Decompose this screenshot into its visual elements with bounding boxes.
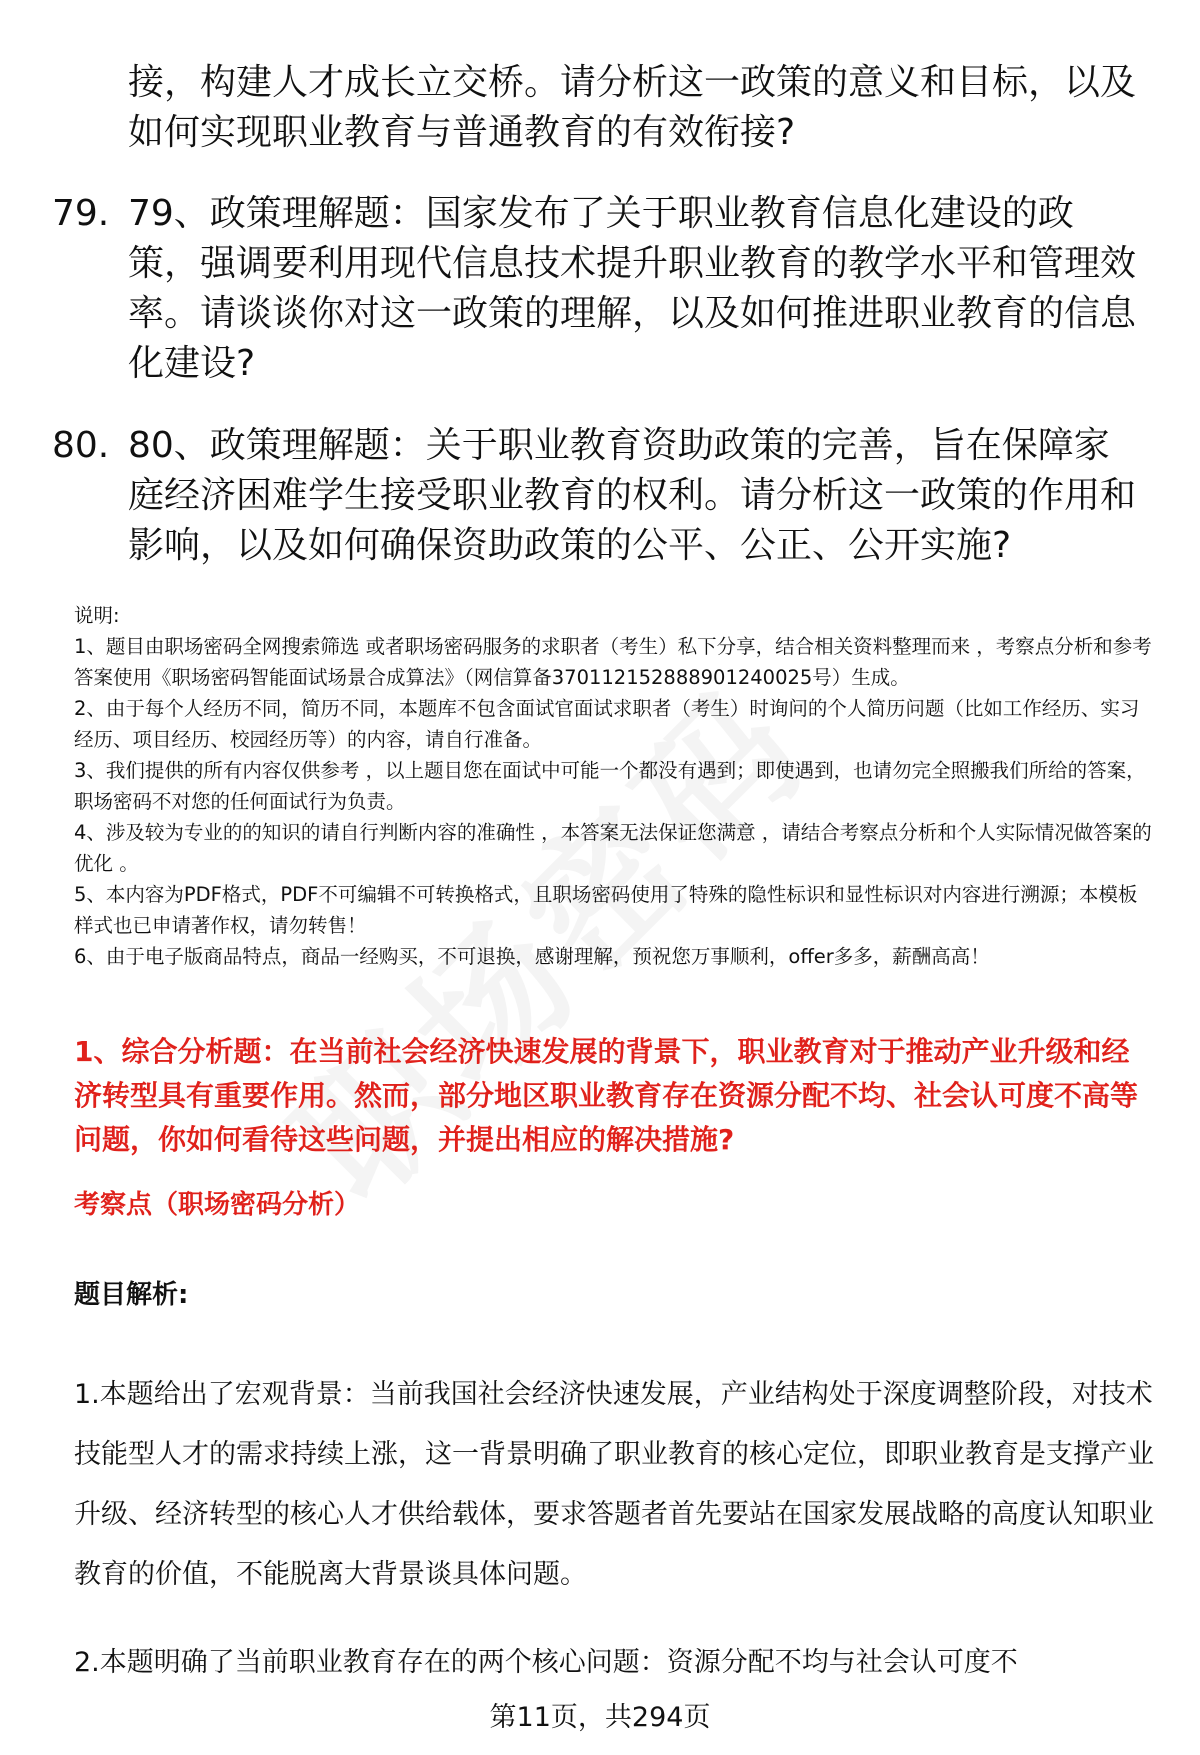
analysis-paragraph: 1.本题给出了宏观背景：当前我国社会经济快速发展，产业结构处于深度调整阶段，对技术技能型人才的需求持续上涨，这一背景明确了职业教育的核心定位，即职业教育是支撑产业升级、经济转型的核心人才供给载体，要求答题者首先要站在国家发展战略的高度认知职业教育的价值，不能脱离大背景谈具体问题。 [74, 1379, 1154, 1590]
note-item: 1、题目由职场密码全网搜索筛选 或者职场密码服务的求职者（考生）私下分享，结合相关资料整理而来 ，考察点分析和参考答案使用《职场密码智能面试场景合成算法》（网信算备370112152888901240025号）生成。 [74, 635, 1152, 689]
notes-section [74, 600, 1154, 972]
notes-title: 说明: [74, 604, 120, 627]
main-question: 1、综合分析题：在当前社会经济快速发展的背景下，职业教育对于推动产业升级和经济转型具有重要作用。然而，部分地区职业教育存在资源分配不均、社会认可度不高等问题，你如何看待这些问题，并提出相应的解决措施? [74, 1035, 1139, 1156]
question-number: 79. [52, 193, 110, 234]
question-number: 80. [52, 425, 110, 466]
page-footer: 第11页，共294页 [489, 1702, 711, 1733]
question-text: 80、政策理解题：关于职业教育资助政策的完善，旨在保障家庭经济困难学生接受职业教育的权利。请分析这一政策的作用和影响，以及如何确保资助政策的公平、公正、公开实施? [128, 425, 1137, 566]
note-item: 5、本内容为PDF格式，PDF不可编辑不可转换格式，且职场密码使用了特殊的隐性标识和显性标识对内容进行溯源；本模板样式也已申请著作权，请勿转售！ [74, 883, 1138, 937]
analysis-paragraph: 2.本题明确了当前职业教育存在的两个核心问题：资源分配不均与社会认可度不 [74, 1647, 1018, 1678]
note-item: 4、涉及较为专业的的知识的请自行判断内容的准确性 ，本答案无法保证您满意 ，请结合考察点分析和个人实际情况做答案的优化 。 [74, 821, 1152, 875]
question-continuation: 接，构建人才成长立交桥。请分析这一政策的意义和目标，以及如何实现职业教育与普通教育的有效衔接? [128, 62, 1137, 153]
note-item: 3、我们提供的所有内容仅供参考 ，以上题目您在面试中可能一个都没有遇到；即使遇到，也请勿完全照搬我们所给的答案，职场密码不对您的任何面试行为负责。 [74, 759, 1146, 813]
note-item: 2、由于每个人经历不同，简历不同，本题库不包含面试官面试求职者（考生）时询问的个人简历问题（比如工作经历、实习经历、项目经历、校园经历等）的内容，请自行准备。 [74, 697, 1140, 751]
analysis-heading: 题目解析: [74, 1280, 189, 1310]
question-text: 79、政策理解题：国家发布了关于职业教育信息化建设的政策，强调要利用现代信息技术提升职业教育的教学水平和管理效率。请谈谈你对这一政策的理解，以及如何推进职业教育的信息化建设? [128, 193, 1137, 384]
note-item: 6、由于电子版商品特点，商品一经购买，不可退换，感谢理解，预祝您万事顺利，offer多多，薪酬高高！ [74, 945, 990, 968]
exam-point-heading: 考察点（职场密码分析） [74, 1190, 361, 1220]
